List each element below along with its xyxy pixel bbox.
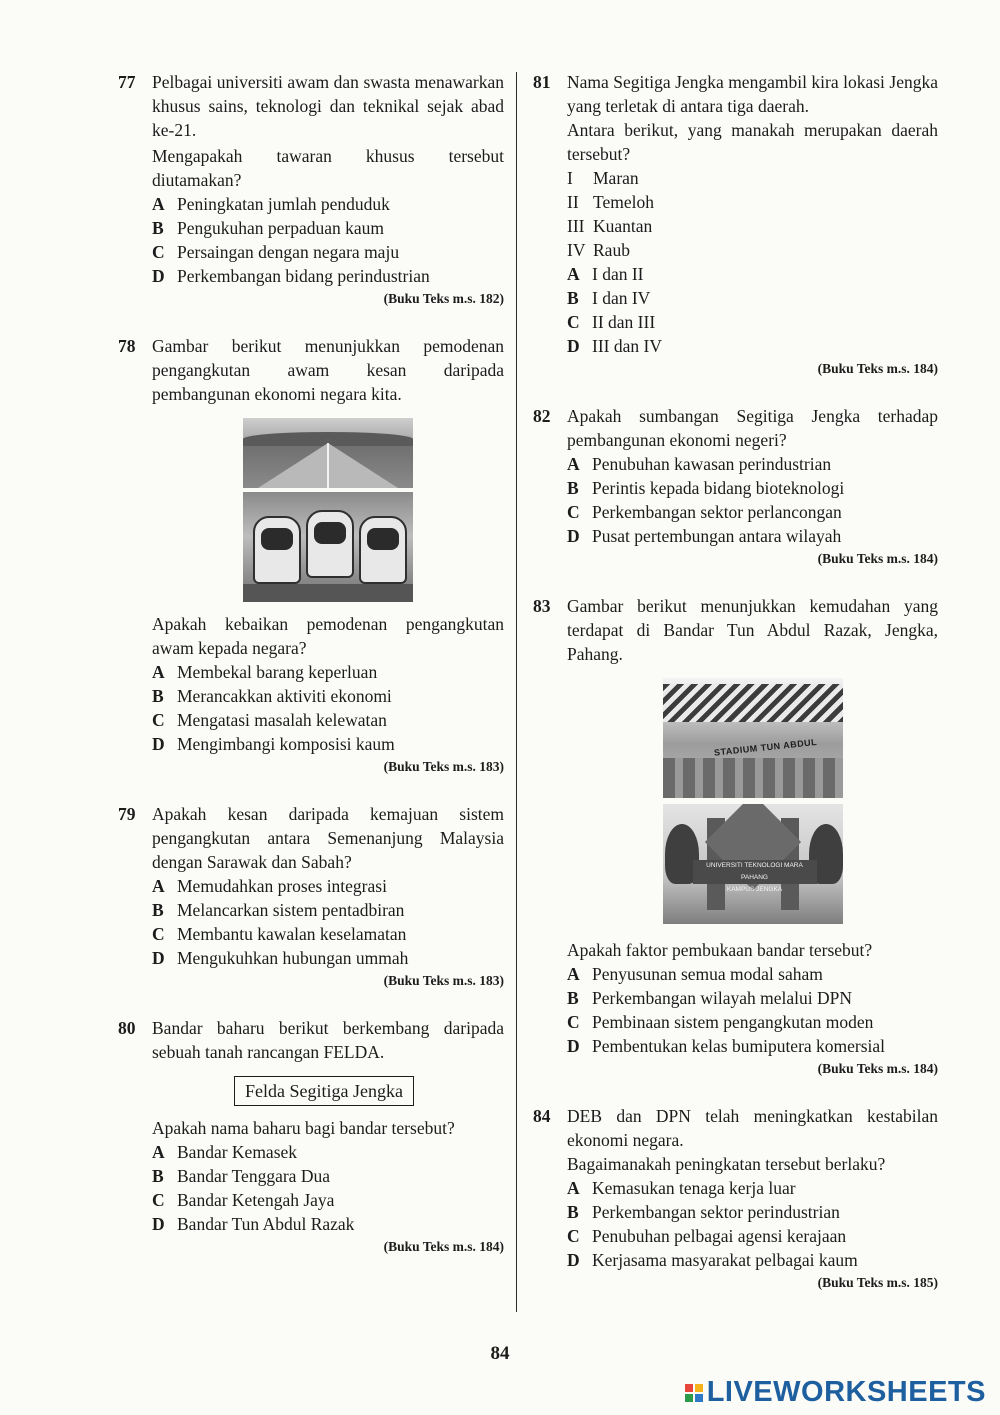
- question-prompt: Apakah kebaikan pemodenan pengangkutan awam kepada negara?: [152, 614, 504, 658]
- option-c[interactable]: C Persaingan dengan negara maju: [152, 242, 400, 262]
- option-c[interactable]: C Bandar Ketengah Jaya: [152, 1190, 335, 1210]
- highway-photo: [243, 418, 413, 488]
- option-a[interactable]: A I dan II: [567, 264, 644, 284]
- option-c[interactable]: C Penubuhan pelbagai agensi kerajaan: [567, 1226, 847, 1246]
- options-list: [567, 452, 938, 548]
- textbook-reference: (Buku Teks m.s. 183): [383, 973, 504, 988]
- question-number: 77: [118, 72, 136, 92]
- question-84: [533, 1104, 938, 1292]
- question-prompt: Mengapakah tawaran khusus tersebut diutamakan?: [152, 146, 504, 190]
- question-text: Apakah sumbangan Segitiga Jengka terhadap pembangunan ekonomi negeri?: [567, 406, 938, 450]
- question-number: 84: [533, 1106, 551, 1126]
- option-d[interactable]: D Mengukuhkan hubungan ummah: [152, 948, 409, 968]
- option-a[interactable]: A Penubuhan kawasan perindustrian: [567, 454, 832, 474]
- option-d[interactable]: D Kerjasama masyarakat pelbagai kaum: [567, 1250, 858, 1270]
- logo-mark-icon: [685, 1384, 703, 1402]
- question-prompt: Apakah nama baharu bagi bandar tersebut?: [152, 1118, 455, 1138]
- option-a[interactable]: A Penyusunan semua modal saham: [567, 964, 823, 984]
- question-text: Apakah kesan daripada kemajuan sistem pengangkutan antara Semenanjung Malaysia dengan Sarawak dan Sabah?: [152, 804, 504, 872]
- campus-gate-photo: [663, 804, 843, 924]
- boxed-town-name: Felda Segitiga Jengka: [234, 1076, 414, 1106]
- question-78: [118, 334, 504, 776]
- textbook-reference: (Buku Teks m.s. 185): [817, 1275, 938, 1290]
- options-list: [152, 1140, 504, 1236]
- statement-i: I Maran: [567, 168, 639, 188]
- options-list: [152, 192, 504, 288]
- question-text: Gambar berikut menunjukkan pemodenan pengangkutan awam kesan daripada pembangunan ekonomi negara kita.: [152, 336, 504, 404]
- option-b[interactable]: B Perkembangan wilayah melalui DPN: [567, 988, 853, 1008]
- option-d[interactable]: D Mengimbangi komposisi kaum: [152, 734, 395, 754]
- question-82: [533, 404, 938, 568]
- options-list: [567, 962, 938, 1058]
- left-column: [118, 70, 504, 1256]
- option-d[interactable]: D Bandar Tun Abdul Razak: [152, 1214, 355, 1234]
- stadium-sign: STADIUM TUN ABDUL: [713, 736, 817, 758]
- question-text: Pelbagai universiti awam dan swasta menawarkan khusus sains, teknologi dan teknikal sejak abad ke-21.: [152, 72, 504, 140]
- option-c[interactable]: C Membantu kawalan keselamatan: [152, 924, 407, 944]
- question-79: [118, 802, 504, 990]
- option-a[interactable]: A Memudahkan proses integrasi: [152, 876, 387, 896]
- options-list: [567, 262, 938, 358]
- option-b[interactable]: B Pengukuhan perpaduan kaum: [152, 218, 385, 238]
- question-number: 79: [118, 804, 136, 824]
- statement-iii: III Kuantan: [567, 216, 653, 236]
- option-c[interactable]: C Perkembangan sektor perlancongan: [567, 502, 842, 522]
- liveworksheets-logo: [685, 1376, 986, 1409]
- textbook-reference: (Buku Teks m.s. 184): [817, 361, 938, 376]
- question-text: DEB dan DPN telah meningkatkan kestabilan ekonomi negara.: [567, 1106, 938, 1150]
- question-number: 83: [533, 596, 551, 616]
- question-number: 80: [118, 1018, 136, 1038]
- question-text: Gambar berikut menunjukkan kemudahan yang terdapat di Bandar Tun Abdul Razak, Jengka, Pahang.: [567, 596, 938, 664]
- question-81: [533, 70, 938, 378]
- campus-banner: UNIVERSITI TEKNOLOGI MARA PAHANG KAMPUS JENGKA: [693, 860, 817, 884]
- question-prompt: Apakah faktor pembukaan bandar tersebut?: [567, 940, 873, 960]
- question-prompt: Antara berikut, yang manakah merupakan daerah tersebut?: [567, 120, 938, 164]
- option-a[interactable]: A Bandar Kemasek: [152, 1142, 298, 1162]
- option-b[interactable]: B Perintis kepada bidang bioteknologi: [567, 478, 845, 498]
- statement-iv: IV Raub: [567, 240, 630, 260]
- textbook-reference: (Buku Teks m.s. 183): [383, 759, 504, 774]
- question-text: Bandar baharu berikut berkembang daripada sebuah tanah rancangan FELDA.: [152, 1018, 504, 1062]
- option-b[interactable]: B Merancakkan aktiviti ekonomi: [152, 686, 392, 706]
- page-number: 84: [490, 1343, 510, 1364]
- trains-photo: [243, 492, 413, 602]
- option-c[interactable]: C Pembinaan sistem pengangkutan moden: [567, 1012, 874, 1032]
- option-d[interactable]: D III dan IV: [567, 336, 662, 356]
- question-text: Nama Segitiga Jengka mengambil kira lokasi Jengka yang terletak di antara tiga daerah.: [567, 72, 938, 116]
- option-d[interactable]: D Perkembangan bidang perindustrian: [152, 266, 430, 286]
- option-d[interactable]: D Pembentukan kelas bumiputera komersial: [567, 1036, 886, 1056]
- options-list: [152, 874, 504, 970]
- option-a[interactable]: A Kemasukan tenaga kerja luar: [567, 1178, 796, 1198]
- column-divider: [516, 72, 517, 1312]
- question-prompt: Bagaimanakah peningkatan tersebut berlaku?: [567, 1154, 886, 1174]
- option-c[interactable]: C Mengatasi masalah kelewatan: [152, 710, 387, 730]
- textbook-reference: (Buku Teks m.s. 184): [383, 1239, 504, 1254]
- question-83: [533, 594, 938, 1078]
- stadium-photo: [663, 678, 843, 798]
- question-number: 78: [118, 336, 136, 356]
- question-80: [118, 1016, 504, 1256]
- roman-statements: [567, 166, 938, 262]
- option-d[interactable]: D Pusat pertembungan antara wilayah: [567, 526, 842, 546]
- question-77: [118, 70, 504, 308]
- right-column: [533, 70, 938, 1292]
- option-c[interactable]: C II dan III: [567, 312, 656, 332]
- options-list: [567, 1176, 938, 1272]
- option-b[interactable]: B Bandar Tenggara Dua: [152, 1166, 330, 1186]
- option-b[interactable]: B Perkembangan sektor perindustrian: [567, 1202, 840, 1222]
- option-a[interactable]: A Peningkatan jumlah penduduk: [152, 194, 390, 214]
- textbook-reference: (Buku Teks m.s. 184): [817, 551, 938, 566]
- textbook-reference: (Buku Teks m.s. 182): [383, 291, 504, 306]
- options-list: [152, 660, 504, 756]
- statement-ii: II Temeloh: [567, 192, 654, 212]
- question-number: 81: [533, 72, 551, 92]
- brand-text: LIVEWORKSHEETS: [706, 1376, 986, 1408]
- option-a[interactable]: A Membekal barang keperluan: [152, 662, 378, 682]
- option-b[interactable]: B Melancarkan sistem pentadbiran: [152, 900, 405, 920]
- option-b[interactable]: B I dan IV: [567, 288, 651, 308]
- question-number: 82: [533, 406, 551, 426]
- textbook-reference: (Buku Teks m.s. 184): [817, 1061, 938, 1076]
